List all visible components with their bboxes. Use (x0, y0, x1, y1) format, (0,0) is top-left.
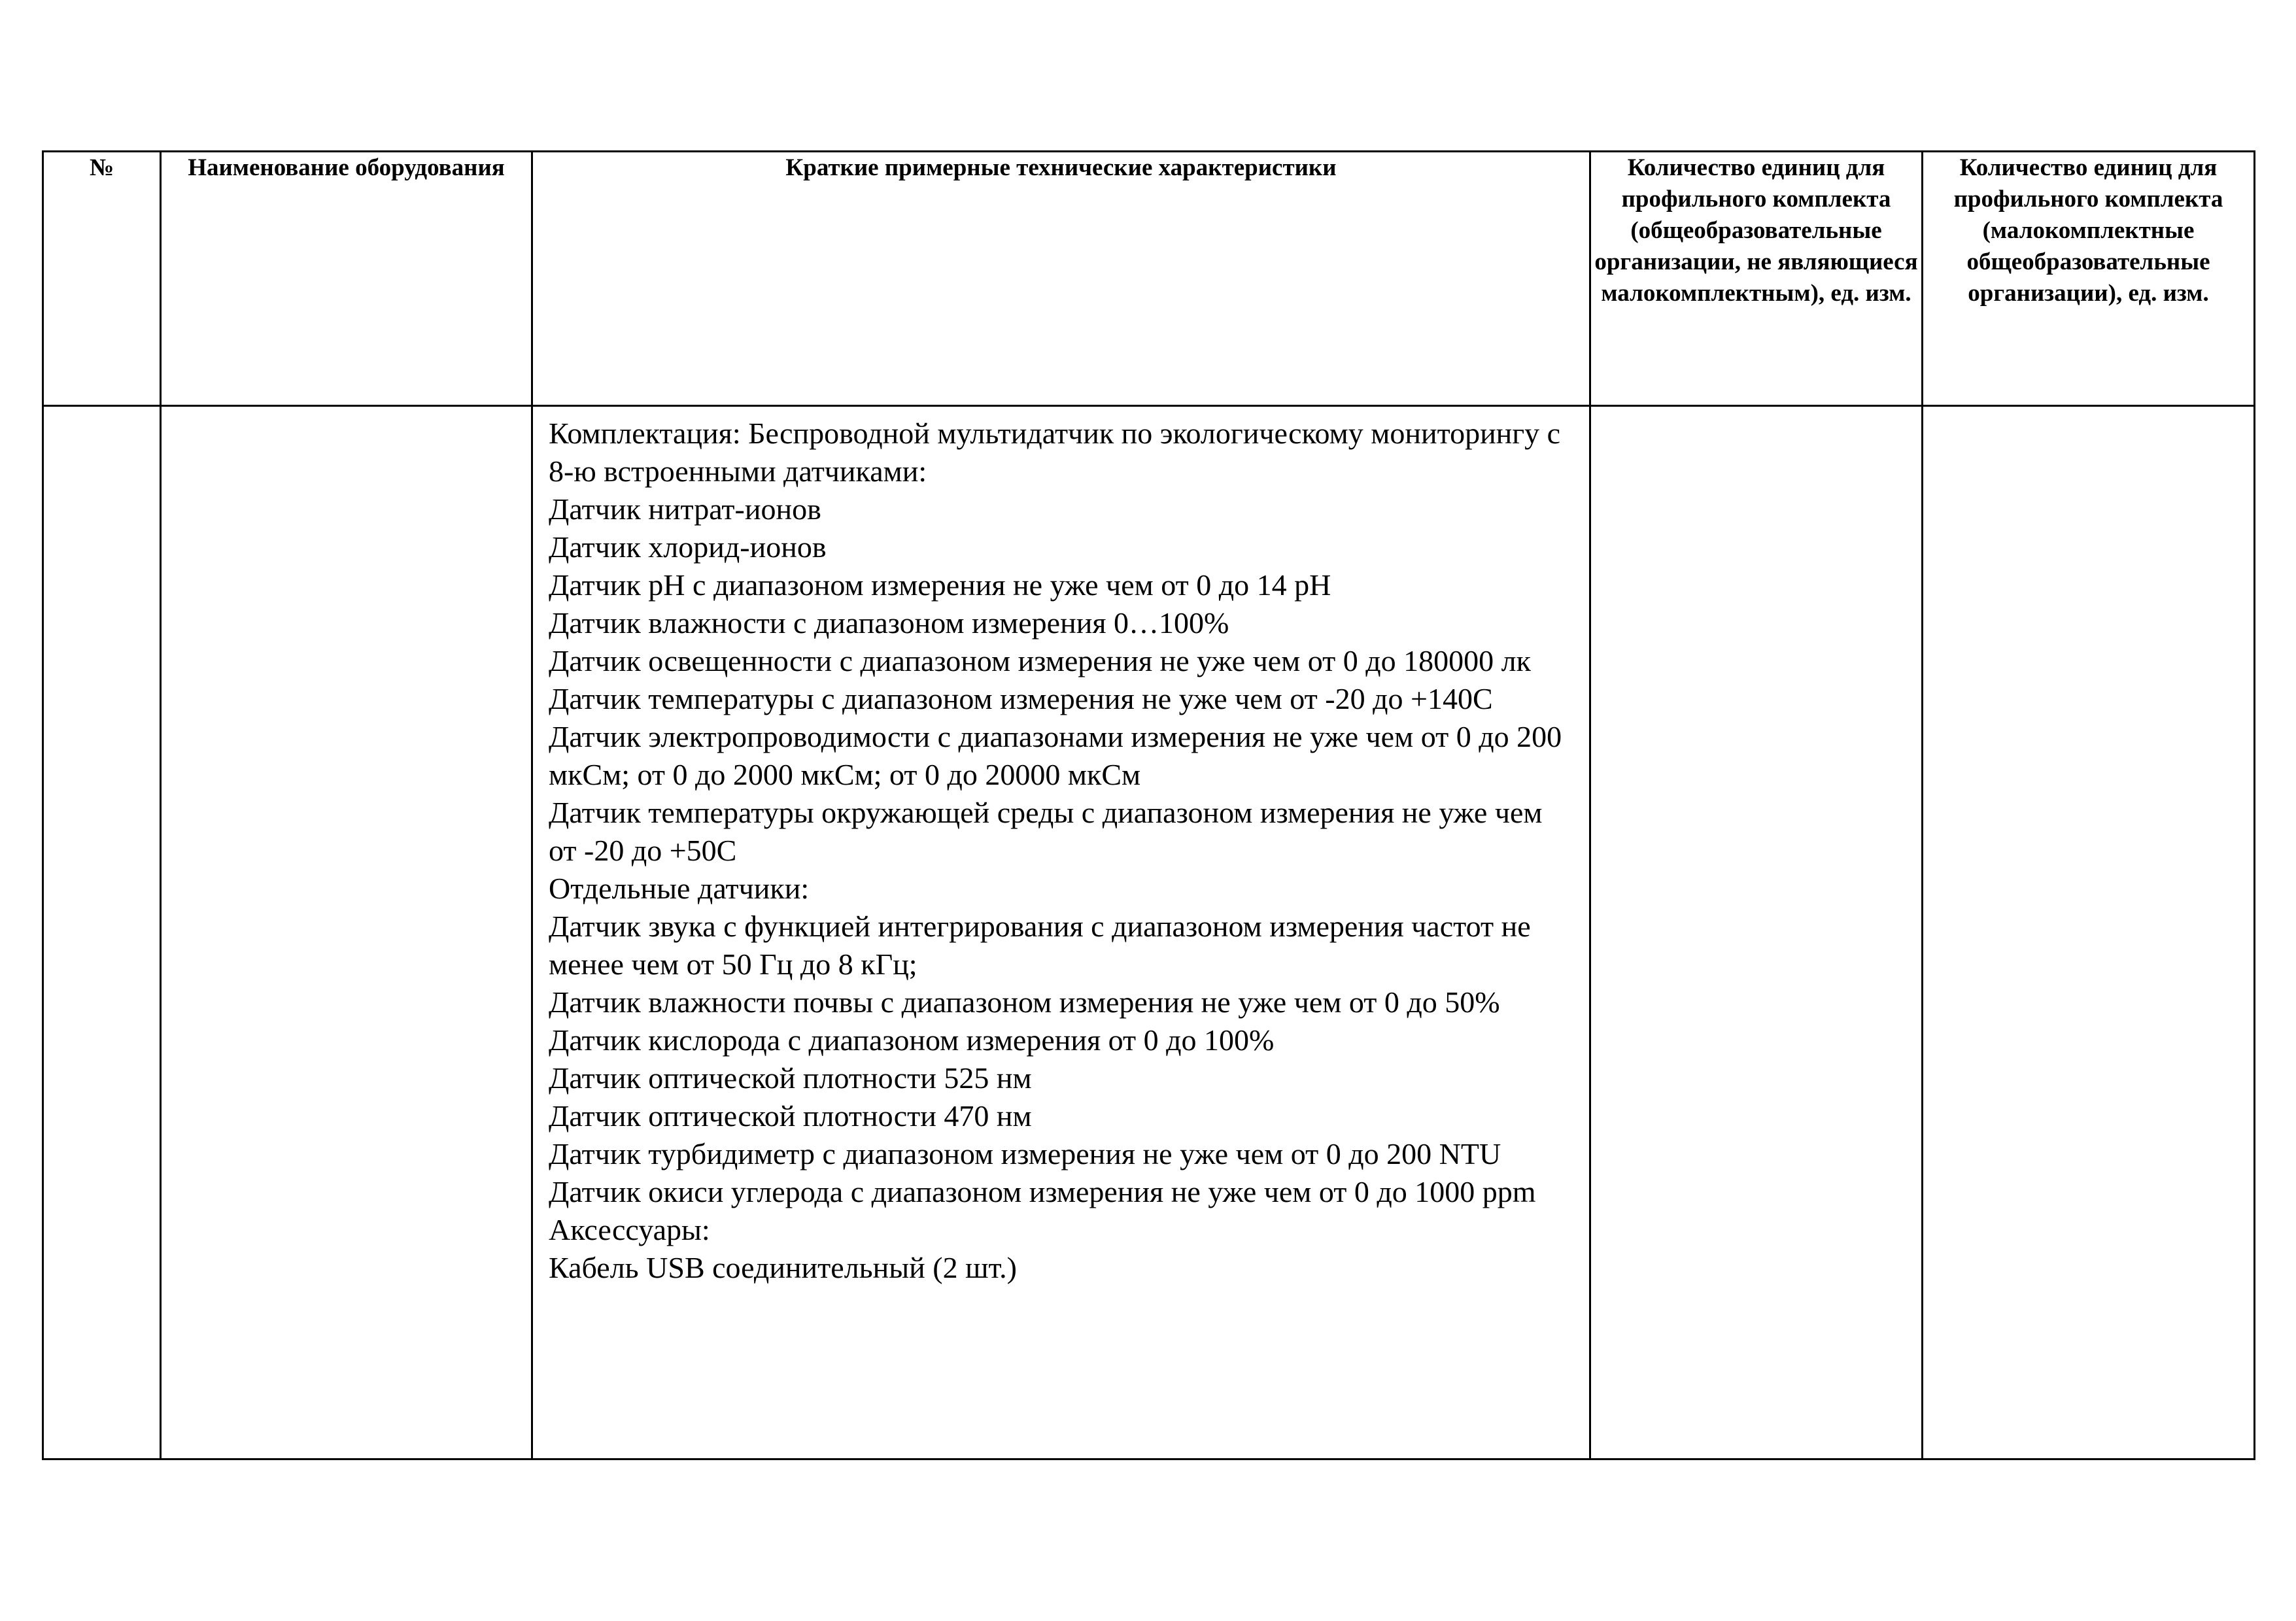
spec-line: Датчик окиси углерода с диапазоном измерения не уже чем от 0 до 1000 ppm (549, 1175, 1536, 1208)
cell-number (43, 406, 161, 1459)
spec-line: Датчик освещенности с диапазоном измерения не уже чем от 0 до 180000 лк (549, 644, 1531, 677)
spec-line: Датчик pH с диапазоном измерения не уже чем от 0 до 14 pH (549, 568, 1331, 602)
spec-line: Датчик хлорид-ионов (549, 530, 827, 564)
spec-line: Датчик влажности с диапазоном измерения 0…100% (549, 606, 1229, 640)
spec-line: Датчик оптической плотности 525 нм (549, 1061, 1032, 1095)
spec-line: Датчик влажности почвы с диапазоном измерения не уже чем от 0 до 50% (549, 985, 1500, 1019)
table-header-row (43, 152, 2255, 406)
spec-line: Комплектация: Беспроводной мультидатчик по экологическому мониторингу с 8-ю встроенными датчиками: (549, 417, 1561, 488)
spec-line: Аксессуары: (549, 1213, 710, 1246)
header-qty-small: Количество единиц для профильного комплекта (малокомплектные общеобразовательные организации), ед. изм. (1923, 152, 2255, 406)
spec-line: Датчик электропроводимости с диапазонами измерения не уже чем от 0 до 200 мкСм; от 0 до 2000 мкСм; от 0 до 20000 мкСм (549, 720, 1562, 791)
header-equipment-name: Наименование оборудования (161, 152, 532, 406)
spec-line: Датчик кислорода с диапазоном измерения от 0 до 100% (549, 1023, 1275, 1057)
equipment-table (42, 150, 2255, 1460)
spec-line: Кабель USB соединительный (2 шт.) (549, 1251, 1017, 1284)
table-row (43, 406, 2255, 1459)
spec-line: Датчик нитрат-ионов (549, 492, 821, 526)
spec-line: Датчик турбидиметр с диапазоном измерения не уже чем от 0 до 200 NTU (549, 1137, 1501, 1170)
spec-line: Датчик звука с функцией интегрирования с диапазоном измерения частот не менее чем от 50 Гц до 8 кГц; (549, 910, 1531, 981)
header-number: № (43, 152, 161, 406)
header-qty-regular: Количество единиц для профильного комплекта (общеобразовательные организации, не являющиеся малокомплектным), ед. изм. (1590, 152, 1923, 406)
spec-line: Отдельные датчики: (549, 872, 810, 905)
spec-line: Датчик оптической плотности 470 нм (549, 1099, 1032, 1133)
cell-qty-small (1923, 406, 2255, 1459)
header-specifications: Краткие примерные технические характеристики (532, 152, 1590, 406)
cell-equipment-name (161, 406, 532, 1459)
cell-qty-regular (1590, 406, 1923, 1459)
spec-line: Датчик температуры окружающей среды с диапазоном измерения не уже чем от -20 до +50C (549, 796, 1543, 867)
spec-line: Датчик температуры с диапазоном измерения не уже чем от -20 до +140C (549, 682, 1493, 715)
cell-specifications (532, 406, 1590, 1459)
